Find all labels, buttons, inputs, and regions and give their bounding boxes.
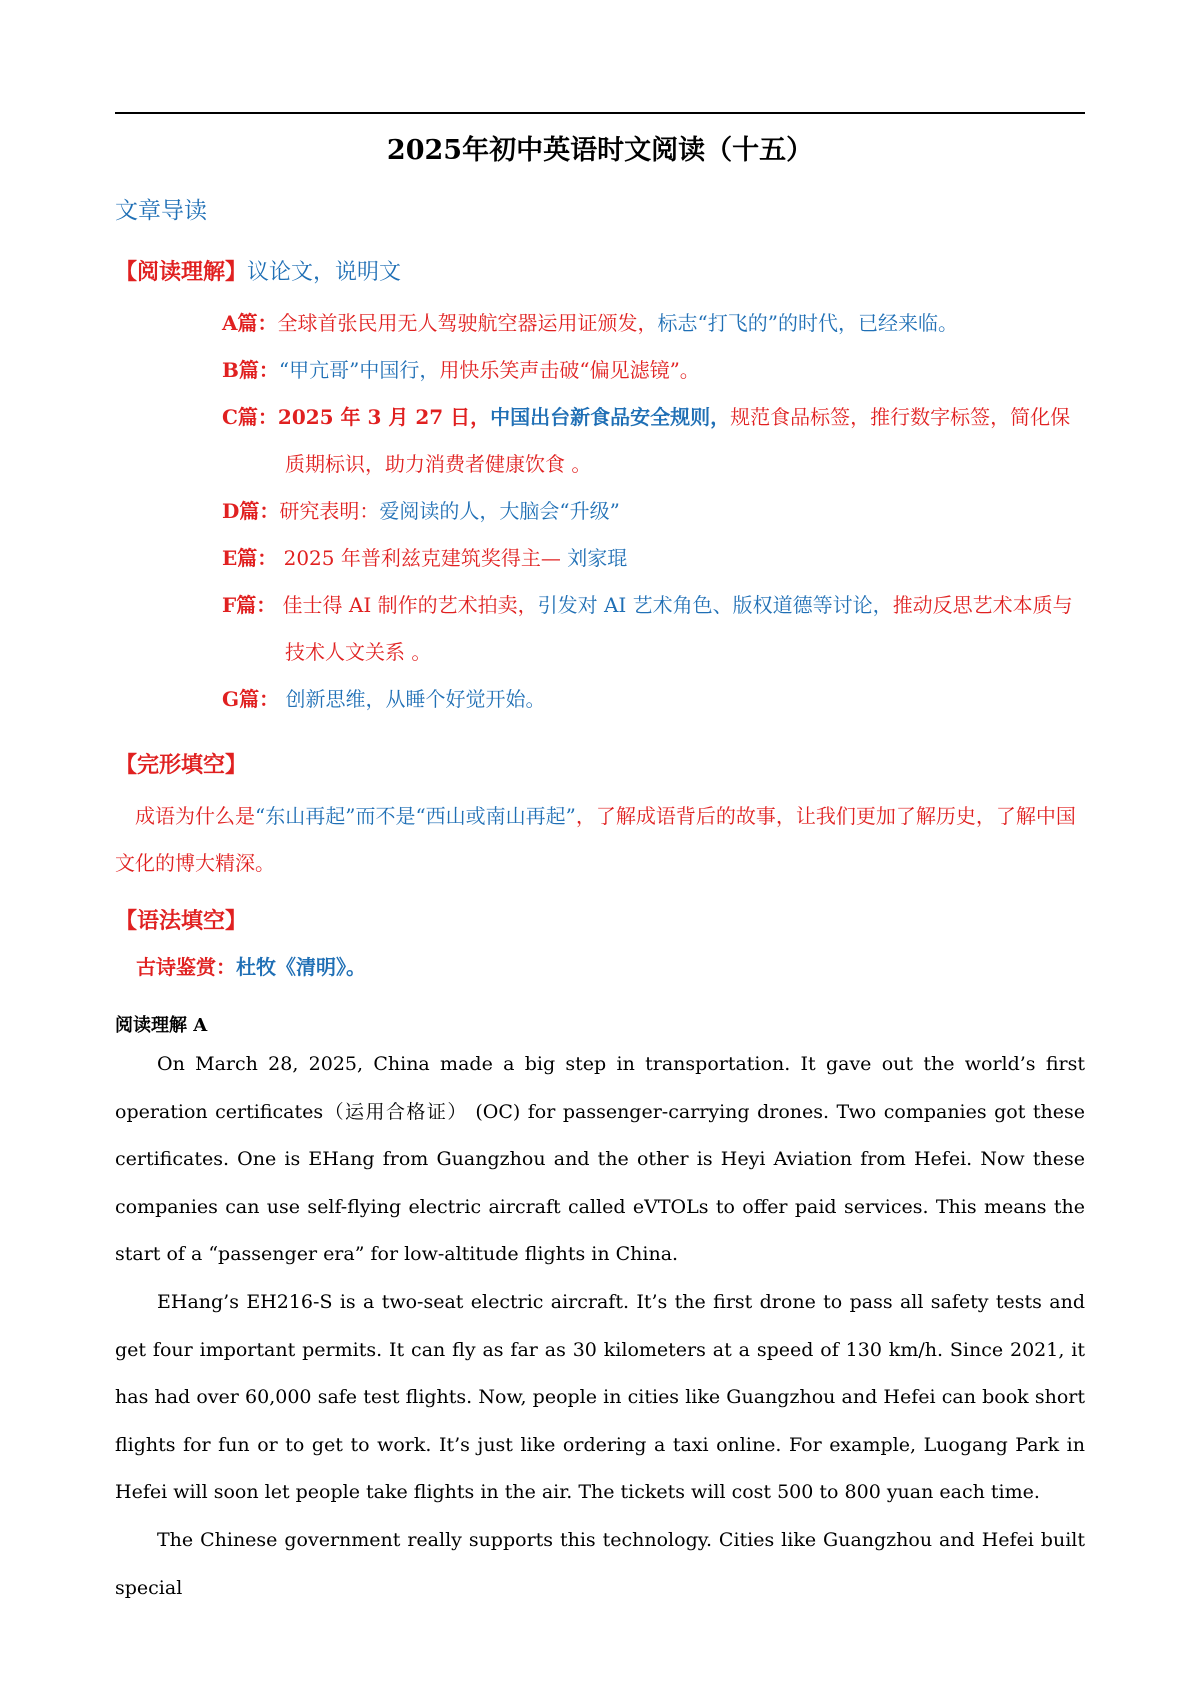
item-text-blue: 标志“打飞的”的时代，已经来临。 xyxy=(657,311,958,335)
item-text-red: 用快乐笑声击破“偏见滤镜”。 xyxy=(439,358,700,382)
item-text-blue: 爱阅读的人，大脑会“升级” xyxy=(379,499,620,523)
item-label: E篇： xyxy=(222,546,278,570)
item-text-red: 2025 年普利兹克建筑奖得主— xyxy=(277,546,568,570)
reading-item-g xyxy=(222,676,1085,723)
grammar-line xyxy=(136,951,1085,980)
item-text-red: 推动反思艺术本质与技术人文关系 。 xyxy=(285,593,1073,664)
item-text-red: 研究表明： xyxy=(279,499,380,523)
reading-item-a xyxy=(222,300,1085,347)
item-text-blue: 中国出台新食品安全规则， xyxy=(490,405,731,429)
reading-item-f xyxy=(222,582,1085,676)
article-paragraph-2: EHang’s EH216-S is a two-seat electric aircraft. It’s the first drone to pass all safety tests and get four important permits. It can fly as far as 30 kilometers at a speed of 130 km/h. Since 2021, it has had over 60,000 safe test flights. Now, people in cities like Guangzhou and Hefei can book short flights for fun or to get to work. It’s just like ordering a taxi online. For example, Luogang Park in Hefei will soon let people take flights in the air. The tickets will cost 500 to 800 yuan each time. xyxy=(115,1291,1085,1503)
reading-header xyxy=(115,255,1085,286)
item-label: D篇： xyxy=(222,499,280,523)
guide-heading: 文章导读 xyxy=(115,198,207,224)
grammar-label: 古诗鉴赏： xyxy=(136,955,236,979)
reading-header-label: 【阅读理解】 xyxy=(115,259,248,285)
reading-item-d xyxy=(222,488,1085,535)
item-label: A篇： xyxy=(222,311,278,335)
item-label: C篇： xyxy=(222,405,278,429)
top-rule xyxy=(115,112,1085,114)
article-paragraph-3: The Chinese government really supports this technology. Cities like Guangzhou and Hefei built special xyxy=(115,1529,1085,1599)
item-text-red: 全球首张民用无人驾驶航空器运用证颁发， xyxy=(277,311,658,335)
grammar-header: 【语法填空】 xyxy=(115,908,248,934)
reading-item-b xyxy=(222,347,1085,394)
reading-header-sub: 议论文，说明文 xyxy=(247,260,402,285)
cloze-text-red: 成语为什么是 xyxy=(135,804,255,828)
item-text-blue: 刘家琨 xyxy=(567,546,628,570)
page-title: 2025年初中英语时文阅读（十五） xyxy=(386,135,814,166)
cloze-text xyxy=(115,793,1085,887)
cloze-text-blue: “东山再起”而不是“西山或南山再起” xyxy=(255,804,576,828)
reading-item-c xyxy=(222,394,1085,488)
item-text-red: 佳士得 AI 制作的艺术拍卖， xyxy=(276,593,538,617)
item-text-blue: 创新思维，从睡个好觉开始。 xyxy=(279,687,546,711)
item-text-red: 规范食品标签，推行数字标签，简化保质期标识，助力消费者健康饮食 。 xyxy=(285,405,1071,476)
item-label: F篇： xyxy=(222,593,277,617)
article-paragraph-1: On March 28, 2025, China made a big step in transportation. It gave out the world’s first operation certificates（运用合格证） (OC) for passenger-carrying drones. Two companies got these certificates. One is EHang from Guangzhou and the other is Heyi Aviation from Hefei. Now these companies can use self-flying electric aircraft called eVTOLs to offer paid services. This means the start of a “passenger era” for low-altitude flights in China. xyxy=(115,1053,1085,1265)
cloze-header: 【完形填空】 xyxy=(115,752,248,778)
section-label: 阅读理解 A xyxy=(115,1015,208,1036)
item-label: B篇： xyxy=(222,358,279,382)
cloze-text-red: ，了解成语背后的故事，让我们更加了解历史，了解中国文化的博大精深。 xyxy=(115,804,1076,875)
item-text-blue: “甲亢哥”中国行， xyxy=(278,358,440,382)
item-text-blue: 引发对 AI 艺术角色、版权道德等讨论， xyxy=(537,593,893,617)
grammar-text: 杜牧《清明》。 xyxy=(236,955,366,979)
item-label: G篇： xyxy=(222,687,280,711)
reading-item-e xyxy=(222,535,1085,582)
item-text-red: 2025 年 3 月 27 日， xyxy=(277,405,491,429)
